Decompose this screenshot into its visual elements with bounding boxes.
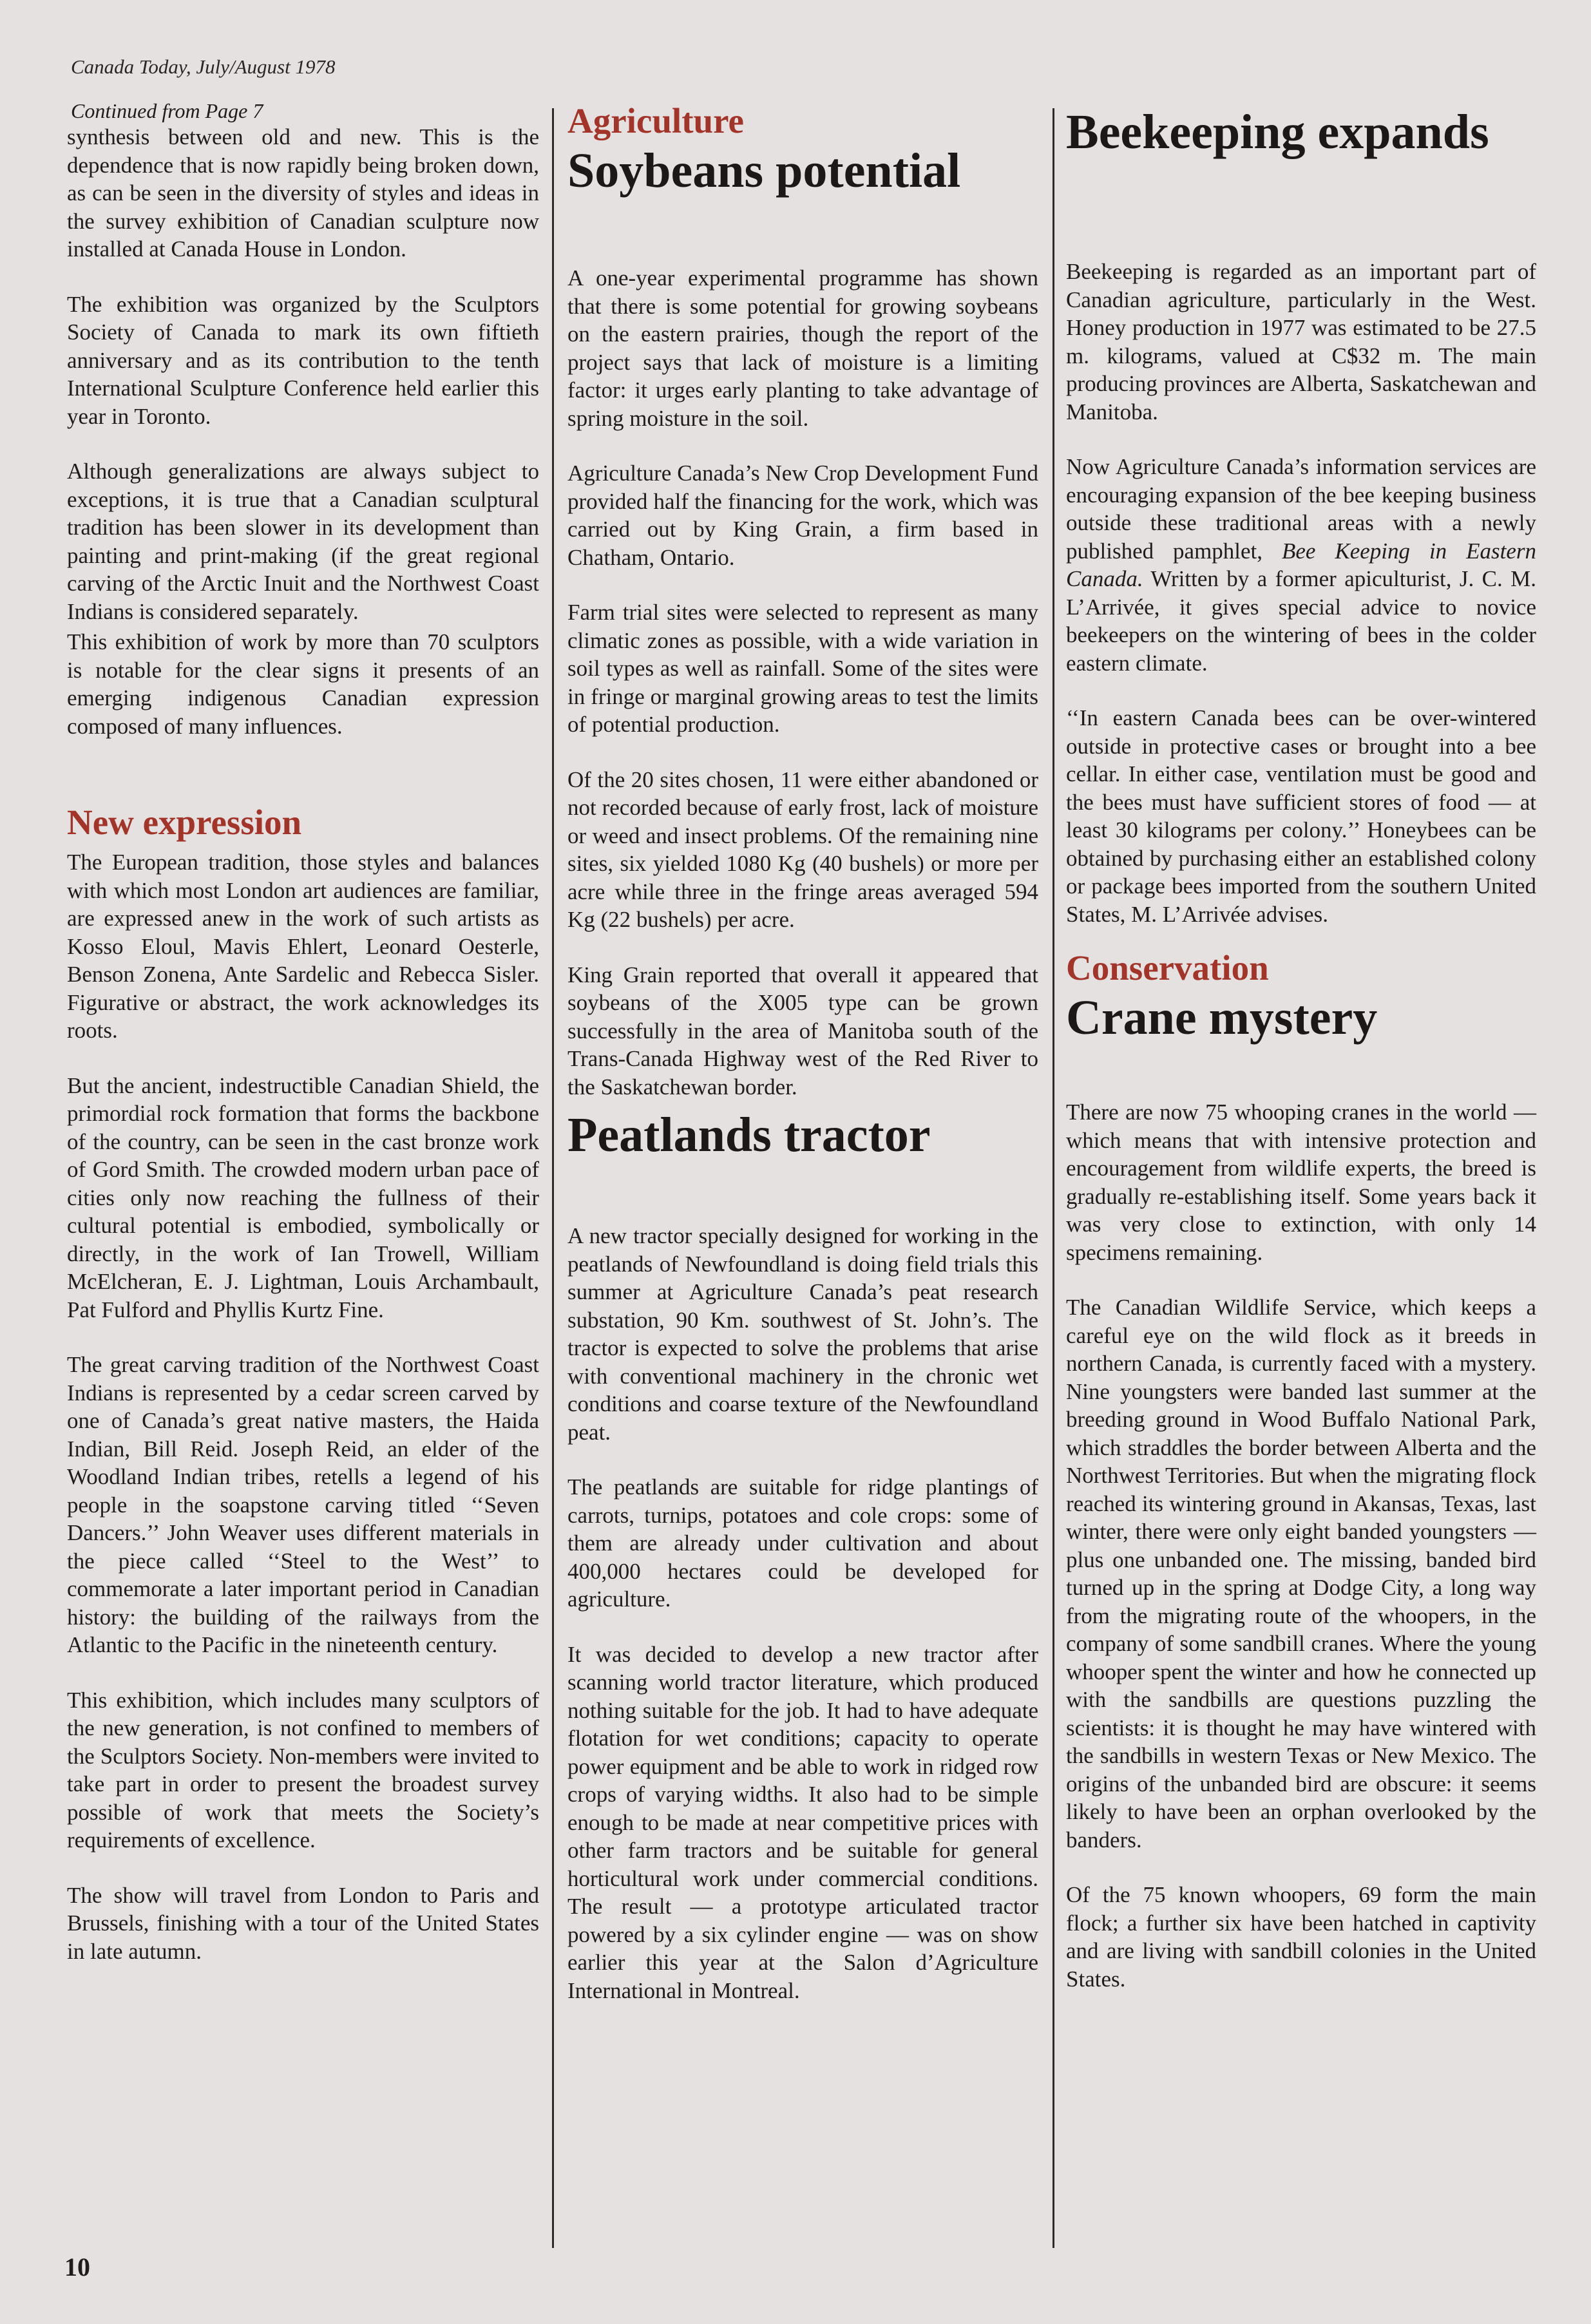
spacer bbox=[1066, 161, 1536, 258]
paragraph: Agriculture Canada’s New Crop Development Fund provided half the financing for the work, which was carried out by King Grain, a firm based in Chatham, Ontario. bbox=[567, 461, 1038, 570]
paragraph bbox=[1066, 453, 1536, 677]
paragraph: Of the 75 known whoopers, 69 form the main flock; a further six have been hatched in captivity and are living with sandbill colonies in the United States. bbox=[1066, 1882, 1536, 1992]
paragraph: A one-year experimental programme has shown that there is some potential for growing soybeans on the eastern prairies, though the report of the project says that lack of moisture is a limiting factor: it urges early planting to take advantage of spring moisture in the soil. bbox=[567, 265, 1038, 431]
pamphlet-title: Bee Keeping in Eastern Canada. bbox=[1066, 538, 1536, 591]
continued-note: Continued from Page 7 bbox=[71, 99, 263, 122]
paragraph: This exhibition of work by more than 70 sculptors is notable for the clear signs it presents of an emerging indigenous Canadian expression composed of many influences. bbox=[67, 629, 539, 739]
headline-crane-mystery: Crane mystery bbox=[1066, 991, 1378, 1045]
paragraph: It was decided to develop a new tractor after scanning world tractor literature, which produced nothing suitable for the job. It had to have adequate flotation for wet conditions; capacity to operate power equipment and be able to work in ridged row crops of varying widths. It also had to be simple enough to be made at near competitive prices with other farm tractors and be suitable for general horticultural work under commercial conditions. The result — a prototype articulated tractor powered by a six cylinder engine — was on show earlier this year at the Salon d’Agriculture International in Montreal. bbox=[567, 1641, 1038, 2003]
paragraph: King Grain reported that overall it appeared that soybeans of the X005 type can be grown successfully in the area of Manitoba south of the Trans-Canada Highway west of the Red River to the Saskatchewan border. bbox=[567, 962, 1038, 1100]
text-span: Beekeeping is regarded as an important part of Canadian agriculture, particularly in the West. Honey production in 1977 was estimated to be 27.5 m. kilograms, valued at C$32 m. The main producing provinces are Alberta, Saskatchewan and Manitoba. bbox=[1066, 259, 1536, 424]
paragraph: The exhibition was organized by the Sculptors Society of Canada to mark its own fiftieth anniversary and as its contribution to the tenth International Sculpture Conference held earlier this year in Toronto. bbox=[67, 291, 539, 429]
page-number: 10 bbox=[64, 2253, 90, 2281]
text-span: Now Agriculture Canada’s information services are encouraging expansion of the bee keeping business outside these traditional areas with a newly published pamphlet, bbox=[1066, 454, 1536, 564]
spacer bbox=[567, 1164, 1038, 1222]
column-agriculture bbox=[567, 97, 1038, 2005]
subhead-new-expression: New expression bbox=[67, 803, 302, 842]
paragraph: The Canadian Wildlife Service, which keeps a careful eye on the wild flock as it breeds in northern Canada, is currently faced with a mystery. Nine youngsters were banded last summer at the breeding ground in Wood Buffalo National Park, which straddles the border between Alberta and the Northwest Territories. But when the migrating flock reached its wintering ground in Akansas, Texas, last winter, there were only eight banded youngsters — plus one unbanded one. The missing, banded bird turned up in the spring at Dodge City, a long way from the migrating route of the whoopers, in the company of some sandbill cranes. Where the young whooper spent the winter and how he connected up with the sandbills are questions puzzling the scientists: it is thought he may have wintered with the sandbills in western Texas or New Mexico. The origins of the unbanded bird are obscure: it seems likely to have been an orphan overlooked by the banders. bbox=[1066, 1295, 1536, 1853]
paragraph: Of the 20 sites chosen, 11 were either abandoned or not recorded because of early frost, lack of moisture or weed and insect problems. Of the remaining nine sites, six yielded 1080 Kg (40 bushels) or more per acre while three in the fringe areas averaged 594 Kg (22 bushels) per acre. bbox=[567, 767, 1038, 932]
paragraph: The peatlands are suitable for ridge plantings of carrots, turnips, potatoes and cole crops: some of them are already under cultivation and about 400,000 hectares could be developed for agriculture. bbox=[567, 1474, 1038, 1612]
column-beekeeping-crane bbox=[1066, 97, 1536, 1993]
headline-peatlands: Peatlands tractor bbox=[567, 1108, 931, 1162]
running-head: Canada Today, July/August 1978 bbox=[71, 55, 336, 78]
headline-soybeans: Soybeans potential bbox=[567, 144, 961, 198]
paragraph: This exhibition, which includes many sculptors of the new generation, is not confined to members of the Sculptors Society. Non-members were invited to take part in order to present the broadest survey possible of work that meets the Society’s requirements of excellence. bbox=[67, 1687, 539, 1853]
column-divider-left bbox=[552, 108, 554, 2248]
paragraph: The European tradition, those styles and balances with which most London art audiences are familiar, are expressed anew in the work of such artists as Kosso Eloul, Mavis Ehlert, Leonard Oesterle, Benson Zonena, Ante Sardelic and Rebecca Sisler. Figurative or abstract, the work acknowledges its roots. bbox=[67, 850, 539, 1043]
paragraph: There are now 75 whooping cranes in the world — which means that with intensive protection and encouragement from wildlife experts, the breed is gradually re-establishing itself. Some years back it was very close to extinction, with only 14 specimens remaining. bbox=[1066, 1100, 1536, 1265]
paragraph: But the ancient, indestructible Canadian Shield, the primordial rock formation that forms the backbone of the country, can be seen in the cast bronze work of Gord Smith. The crowded modern urban pace of cities only now reaching the fullness of their cultural potential is embodied, symbolically or directly, in the work of Ian Trowell, William McElcheran, E. J. Lightman, Louis Archambault, Pat Fulford and Phyllis Kurtz Fine. bbox=[67, 1072, 539, 1322]
paragraph bbox=[1066, 258, 1536, 426]
section-kicker-conservation: Conservation bbox=[1066, 948, 1269, 987]
text-span: Written by a former apiculturist, J. C. M. L’Arrivée, it gives special advice to novice beekeepers on the wintering of bees in the colder eastern climate. bbox=[1066, 566, 1536, 676]
column-divider-right bbox=[1053, 108, 1054, 2248]
column-sculpture-article bbox=[67, 97, 539, 1965]
paragraph: The show will travel from London to Paris and Brussels, finishing with a tour of the United States in late autumn. bbox=[67, 1882, 539, 1964]
paragraph: The great carving tradition of the Northwest Coast Indians is represented by a cedar screen carved by one of Canada’s great native masters, the Haida Indian, Bill Reid. Joseph Reid, an elder of the Woodland Indian tribes, retells a legend of his people in the soapstone carving titled ‘‘Seven Dancers.’’ John Weaver uses different materials in the piece called ‘‘Steel to the West’’ to commemorate a later important period in Canadian history: the building of the railways from the Atlantic to the Pacific in the nineteenth century. bbox=[67, 1352, 539, 1657]
spacer bbox=[1066, 1047, 1536, 1098]
paragraph: synthesis between old and new. This is the dependence that is now rapidly being broken down, as can be seen in the diversity of styles and ideas in the survey exhibition of Canadian sculpture now installed at Canada House in London. bbox=[67, 124, 539, 262]
headline-beekeeping: Beekeeping expands bbox=[1066, 105, 1489, 159]
paragraph: Although generalizations are always subject to exceptions, it is true that a Canadian sculptural tradition has been slower in its development than painting and print-making (if the great regional carving of the Arctic Inuit and the Northwest Coast Indians is considered separately. bbox=[67, 459, 539, 624]
paragraph: Farm trial sites were selected to represent as many climatic zones as possible, with a wide variation in soil types as well as rainfall. Some of the sites were in fringe or marginal growing areas to test the limits of potential production. bbox=[567, 600, 1038, 737]
paragraph: ‘‘In eastern Canada bees can be over-wintered outside in protective cases or brought into a bee cellar. In either case, ventilation must be good and the bees must have sufficient stores of food — at least 30 kilograms per colony.’’ Honeybees can be obtained by purchasing either an established colony or package bees imported from the southern United States, M. L’Arrivée advises. bbox=[1066, 705, 1536, 927]
paragraph: A new tractor specially designed for working in the peatlands of Newfoundland is doing field trials this summer at Agriculture Canada’s peat research substation, 90 Km. southwest of St. John’s. The tractor is expected to solve the problems that arise with conventional machinery in the chronic wet conditions and coarse texture of the Newfoundland peat. bbox=[567, 1223, 1038, 1445]
spacer bbox=[567, 200, 1038, 264]
section-kicker-agriculture: Agriculture bbox=[567, 101, 744, 140]
